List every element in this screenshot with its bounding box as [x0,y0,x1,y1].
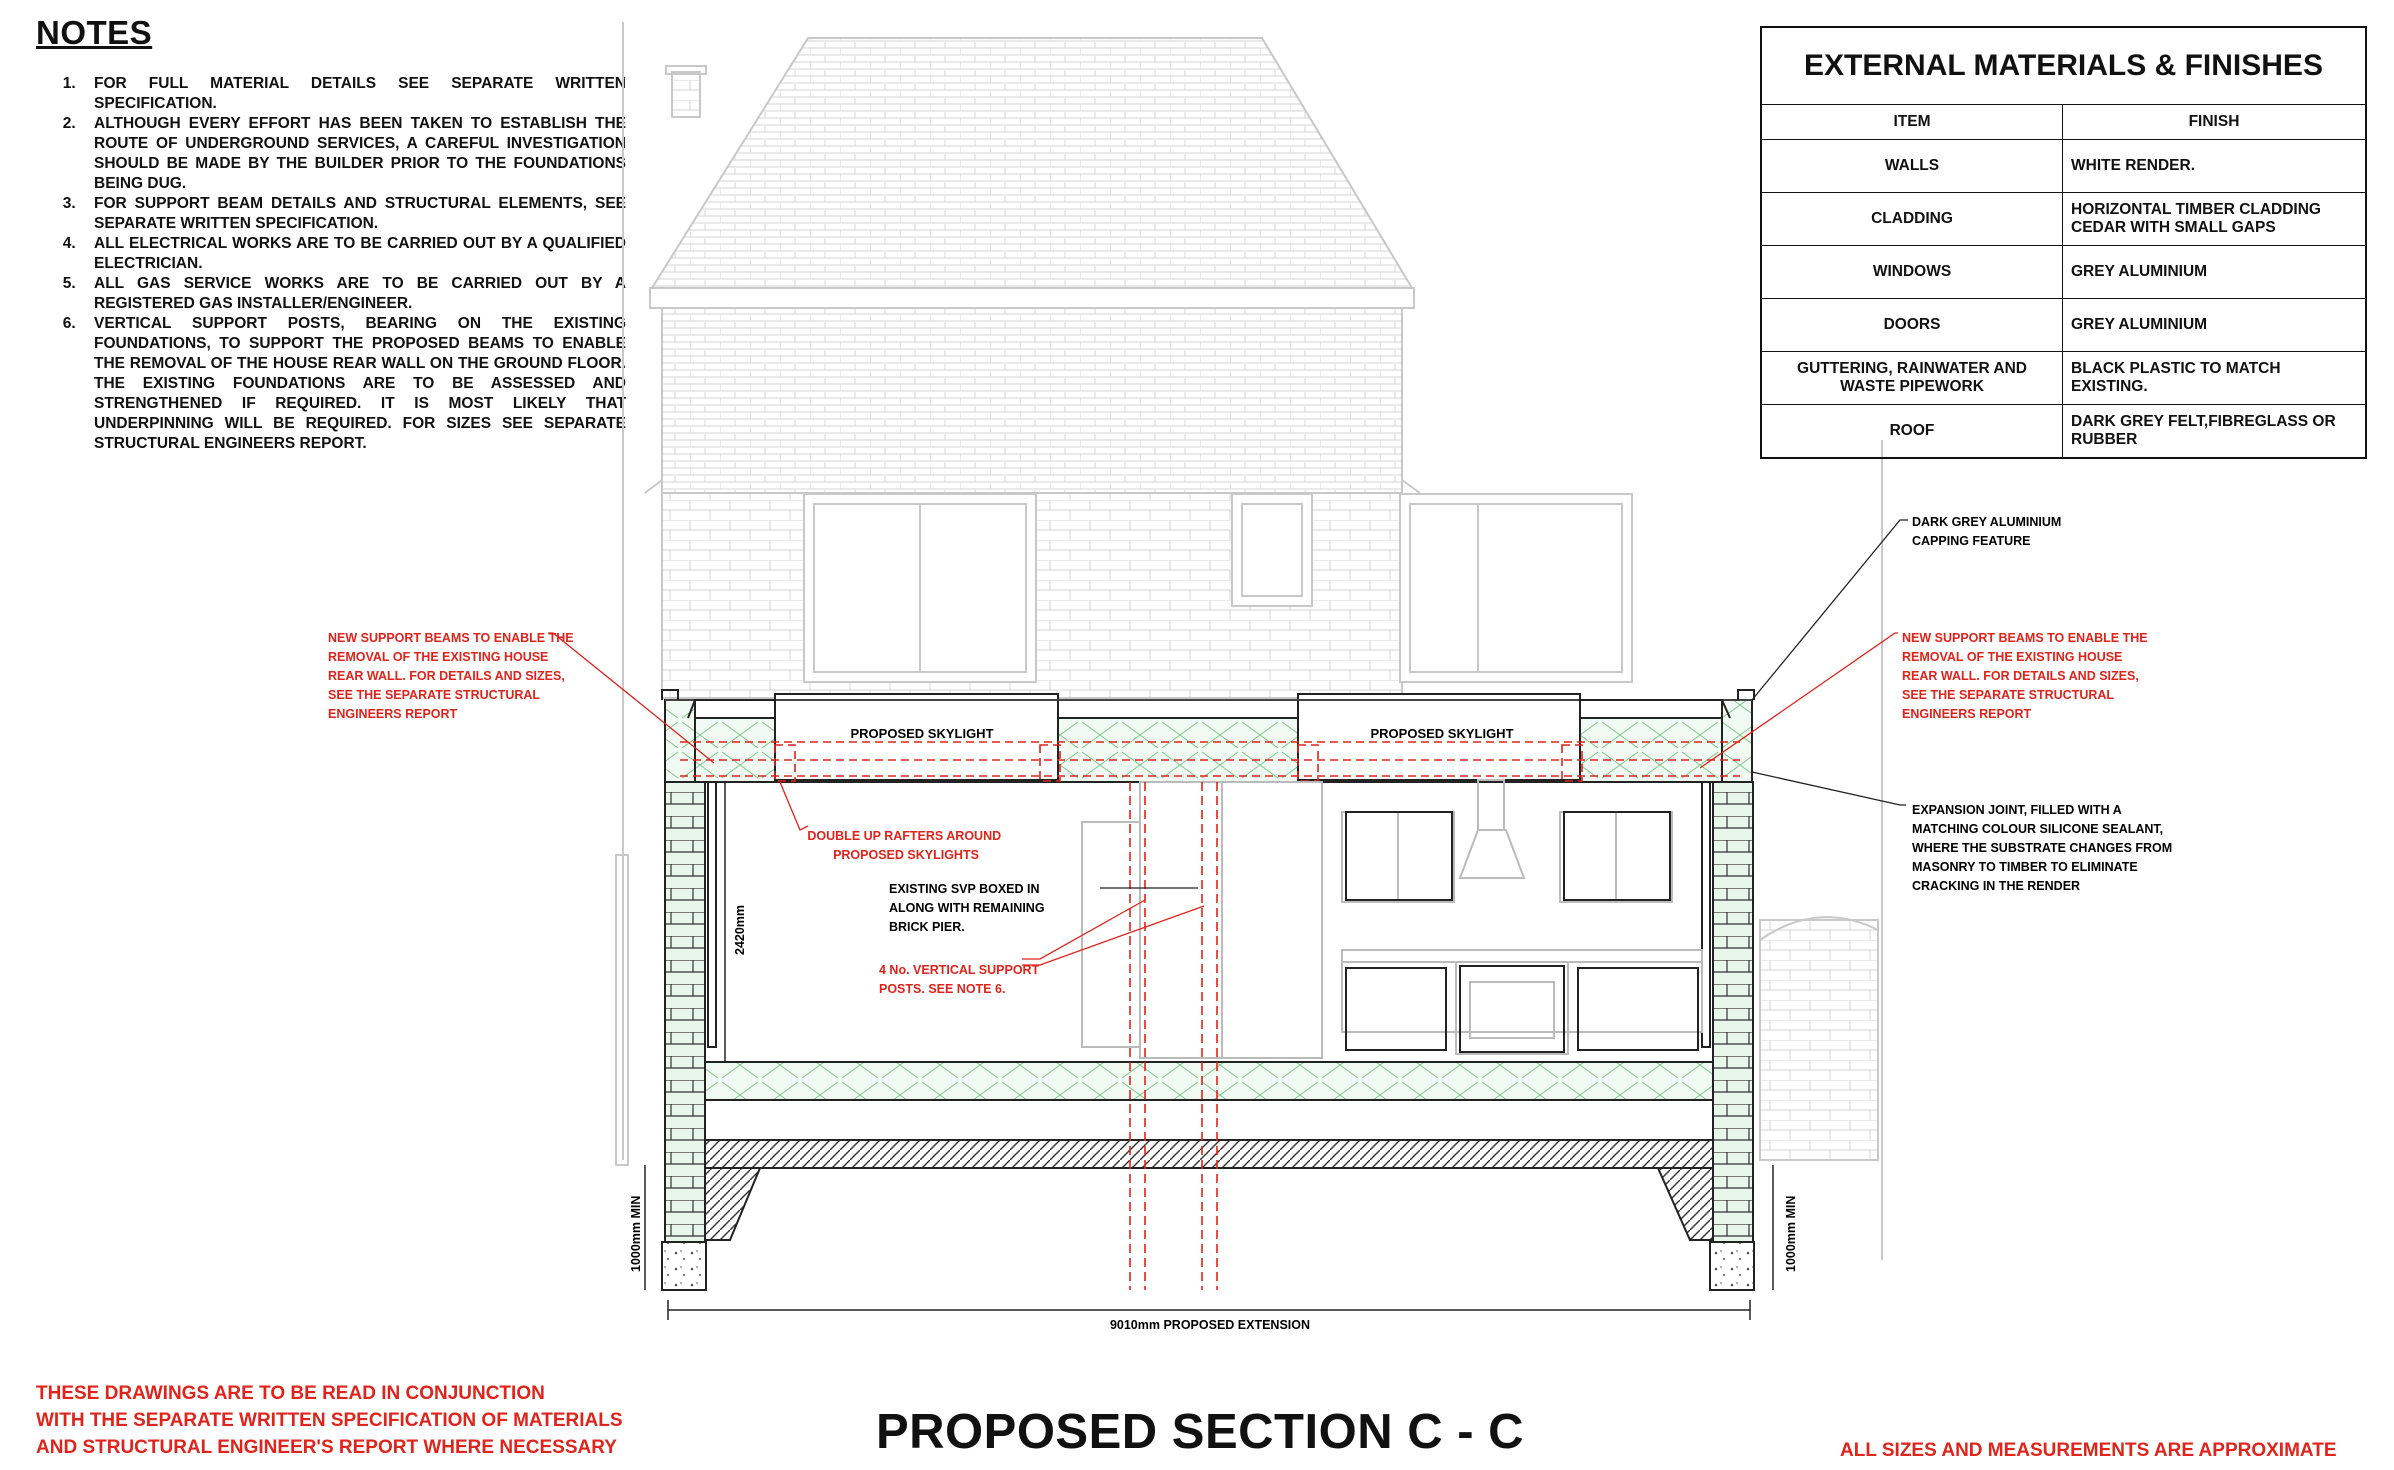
expansion-label: EXPANSION JOINT, FILLED WITH A MATCHING COLOUR SILICONE SEALANT, WHERE THE SUBSTRATE CHANGES FROM MASONRY TO TIMBER TO ELIMINATE CRACKING IN THE RENDER [1912,803,2173,893]
note-item: 5. ALL GAS SERVICE WORKS ARE TO BE CARRIED OUT BY A REGISTERED GAS INSTALLER/ENGINEER. [80,274,626,314]
skylight-label-2: PROPOSED SKYLIGHT [1370,726,1514,741]
beams-left-label: NEW SUPPORT BEAMS TO ENABLE THE REMOVAL OF THE EXISTING HOUSE REAR WALL. FOR DETAILS AND SIZES, SEE THE SEPARATE STRUCTURAL ENGINEERS REPORT [328,631,574,721]
posts-label: 4 No. VERTICAL SUPPORT POSTS. SEE NOTE 6. [879,963,1040,996]
materials-title-row [1761,27,2366,105]
capping-label: DARK GREY ALUMINIUM CAPPING FEATURE [1912,515,2062,548]
table-row [1761,193,2366,246]
rafters-label: DOUBLE UP RAFTERS AROUND PROPOSED SKYLIGHTS [807,829,1002,862]
footer-disclaimer-line: WITH THE SEPARATE WRITTEN SPECIFICATION OF MATERIALS [36,1410,623,1431]
table-row [1761,299,2366,352]
note-item: 4. ALL ELECTRICAL WORKS ARE TO BE CARRIED OUT BY A QUALIFIED ELECTRICIAN. [80,234,626,274]
material-item: DOORS [1761,299,2063,352]
footer-disclaimer [36,1380,676,1461]
material-finish: GREY ALUMINIUM [2063,246,2367,299]
material-item: WALLS [1761,140,2063,193]
material-finish: HORIZONTAL TIMBER CLADDING CEDAR WITH SMALL GAPS [2063,193,2367,246]
column-header-item: ITEM [1761,105,2063,140]
note-item: 2. ALTHOUGH EVERY EFFORT HAS BEEN TAKEN TO ESTABLISH THE ROUTE OF UNDERGROUND SERVICES, A CAREFUL INVESTIGATION SHOULD BE MADE BY THE BUILDER PRIOR TO THE FOUNDATIONS BEING DUG. [80,114,626,194]
foundation-right-label: 1000mm MIN [1784,1195,1798,1272]
width-dimension-label: 9010mm PROPOSED EXTENSION [1109,1318,1311,1332]
note-item: 1. FOR FULL MATERIAL DETAILS SEE SEPARATE WRITTEN SPECIFICATION. [80,74,626,114]
material-item: GUTTERING, RAINWATER AND WASTE PIPEWORK [1761,352,2063,405]
note-item: 3. FOR SUPPORT BEAM DETAILS AND STRUCTURAL ELEMENTS, SEE SEPARATE WRITTEN SPECIFICATION. [80,194,626,234]
table-row [1761,352,2366,405]
material-finish: BLACK PLASTIC TO MATCH EXISTING. [2063,352,2367,405]
material-item: WINDOWS [1761,246,2063,299]
footer-approximate-note: ALL SIZES AND MEASUREMENTS ARE APPROXIMATE [1840,1440,2337,1461]
skylight-label-1: PROPOSED SKYLIGHT [850,726,994,741]
drawing-title: PROPOSED SECTION C - C [875,1405,1525,1459]
material-item: ROOF [1761,405,2063,459]
material-finish: WHITE RENDER. [2063,140,2367,193]
footer-disclaimer-line: AND STRUCTURAL ENGINEER'S REPORT WHERE NECESSARY [36,1437,617,1458]
materials-table [1760,26,2367,459]
materials-header-row [1761,105,2366,140]
floor-structure [662,1062,1754,1290]
extension-roof [662,690,1754,782]
table-row [1761,405,2366,459]
beams-right-label: NEW SUPPORT BEAMS TO ENABLE THE REMOVAL OF THE EXISTING HOUSE REAR WALL. FOR DETAILS AND SIZES, SEE THE SEPARATE STRUCTURAL ENGINEERS REPORT [1902,631,2148,721]
material-item: CLADDING [1761,193,2063,246]
table-row [1761,140,2366,193]
footer-disclaimer-line: THESE DRAWINGS ARE TO BE READ IN CONJUNCTION [36,1383,545,1404]
interior [1082,780,1702,1058]
note-item: 6. VERTICAL SUPPORT POSTS, BEARING ON THE EXISTING FOUNDATIONS, TO SUPPORT THE PROPOSED BEAMS TO ENABLE THE REMOVAL OF THE HOUSE REAR WALL ON THE GROUND FLOOR. THE EXISTING FOUNDATIONS ARE TO BE ASSESSED AND STRENGTHENED IF REQUIRED. IT IS MOST LIKELY THAT UNDERPINNING WILL BE REQUIRED. FOR SIZES SEE SEPARATE STRUCTURAL ENGINEERS REPORT. [80,314,626,454]
material-finish: GREY ALUMINIUM [2063,299,2367,352]
svp-label: EXISTING SVP BOXED IN ALONG WITH REMAINING BRICK PIER. [889,882,1045,934]
table-row [1761,246,2366,299]
materials-title: EXTERNAL MATERIALS & FINISHES [1761,27,2366,105]
material-finish: DARK GREY FELT,FIBREGLASS OR RUBBER [2063,405,2367,459]
height-dimension-label: 2420mm [733,904,747,955]
foundation-left-label: 1000mm MIN [629,1195,643,1272]
column-header-finish: FINISH [2063,105,2367,140]
notes-heading: NOTES [36,14,153,51]
